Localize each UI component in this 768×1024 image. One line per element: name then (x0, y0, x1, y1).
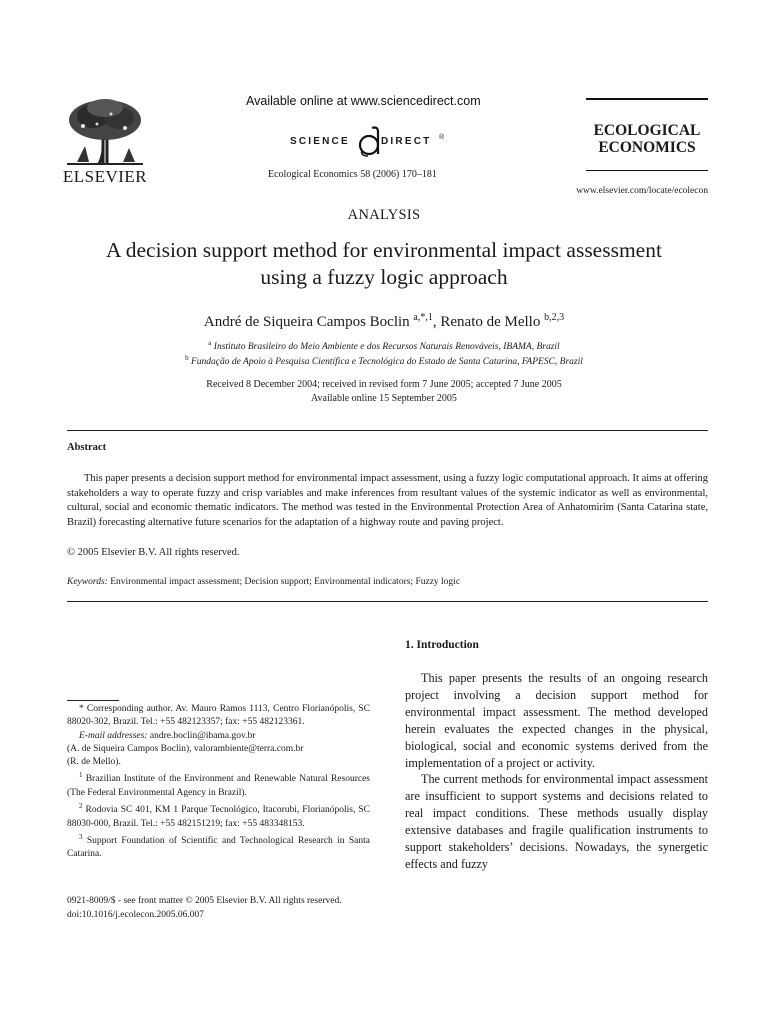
affiliation-text: Fundação de Apoio à Pesquisa Científica e Tecnológica do Estado de Santa Catarina, FAPESC, Brazil (190, 357, 583, 368)
footnote-text: Brazilian Institute of the Environment and Renewable Natural Resources (The Federal Environmental Agency in Brazil). (67, 774, 370, 798)
abstract-copyright: © 2005 Elsevier B.V. All rights reserved. (67, 547, 240, 558)
footnote-mark: 3 (79, 832, 83, 841)
paragraph: This paper presents the results of an ongoing research project involving a decision support method for environmental impact assessment. The method developed herein evaluates the expected changes in the physical, biological, social and economic systems derived from the implementation of a project or activity. (405, 671, 708, 770)
issn-line: 0921-8009/$ - see front matter © 2005 Elsevier B.V. All rights reserved. (67, 896, 342, 906)
paragraph: The current methods for environmental impact assessment are insufficient to support systems and decisions related to real impact conditions. These methods usually display extensive databases and fragile qualification instruments to support stakeholders’ decisions. Nowadays, the synergetic effects and fuzzy (405, 772, 708, 871)
abstract-top-rule (67, 430, 708, 431)
affiliation-mark: b (185, 354, 189, 362)
journal-rule-bottom (586, 170, 708, 171)
title-line-2: using a fuzzy logic approach (260, 265, 508, 289)
footnote-email-owner: (A. de Siqueira Campos Boclin), valorambiente@terra.com.br (67, 743, 304, 754)
affiliation-b (0, 354, 768, 367)
sciencedirect-logo-science: SCIENCE (290, 136, 350, 147)
keywords-label: Keywords: (67, 577, 108, 587)
front-matter (67, 895, 342, 922)
author-name[interactable]: André de Siqueira Campos Boclin (203, 314, 410, 330)
footnote-mark: 2 (79, 802, 83, 811)
footnote-mark: 1 (79, 771, 83, 780)
doi-link[interactable]: doi:10.1016/j.ecolecon.2005.06.007 (67, 909, 204, 920)
publisher-name: ELSEVIER (62, 167, 148, 186)
journal-citation: Ecological Economics 58 (2006) 170–181 (268, 169, 437, 180)
footnote-corresponding: * Corresponding author. Av. Mauro Ramos 1113, Centro Florianópolis, SC 88020-302, Brazil. Tel.: +55 482123357; fax: +55 482123361. (67, 704, 370, 728)
title-line-1: A decision support method for environmental impact assessment (106, 238, 662, 262)
footnotes (67, 703, 370, 862)
affiliation-text: Instituto Brasileiro do Meio Ambiente e dos Recursos Naturais Renováveis, IBAMA, Brazil (213, 342, 560, 353)
available-online-link[interactable]: Available online at www.sciencedirect.com (246, 94, 481, 108)
registered-mark: ® (439, 134, 445, 141)
article-section: ANALYSIS (347, 207, 421, 223)
abstract-bottom-rule (67, 601, 708, 602)
journal-name (586, 122, 708, 156)
author-separator: , (432, 314, 441, 330)
footnote-3 (67, 831, 370, 862)
journal-rule-top (586, 98, 708, 100)
footnote-email-owner: (R. de Mello). (67, 757, 121, 768)
elsevier-tree-icon (63, 96, 147, 166)
keywords (67, 577, 708, 587)
footnote-rule (67, 700, 119, 701)
abstract-heading: Abstract (67, 442, 107, 453)
author-list (0, 312, 768, 331)
section-heading: 1. Introduction (405, 639, 479, 651)
journal-name-line1: ECOLOGICAL (593, 122, 701, 139)
author-affiliation-marks[interactable]: b,2,3 (544, 312, 565, 323)
sciencedirect-logo-direct: DIRECT (381, 136, 432, 147)
received-dates: Received 8 December 2004; received in revised form 7 June 2005; accepted 7 June 2005 (206, 379, 562, 390)
keywords-list: Environmental impact assessment; Decision support; Environmental indicators; Fuzzy logic (110, 577, 461, 587)
footnote-email (67, 730, 370, 743)
abstract-body: This paper presents a decision support method for environmental impact assessment, using a fuzzy logic computational approach. It aims at offering stakeholders a way to operate fuzzy and crisp variables and make inferences from resultant values of the systemic indicator as well as environmental, cultural, social and economic thematic indicators. The method was tested in the Environmental Protection Area of Anhatomirim (Santa Catarina state, Brazil) forecasting alternative future scenarios for the adaptation of a highway route and paving project. (67, 473, 708, 528)
affiliation-mark: a (208, 339, 212, 347)
footnote-text: Support Foundation of Scientific and Technological Research in Santa Catarina. (67, 836, 371, 860)
author-affiliation-marks[interactable]: a,*,1 (413, 312, 433, 323)
journal-name-line2: ECONOMICS (598, 139, 696, 156)
footnote-text: Rodovia SC 401, KM 1 Parque Tecnológico, Itacorubi, Florianópolis, SC 88030-000, Brazil. Tel.: +55 482151219; fax: +55 483348153. (67, 805, 370, 829)
author-name[interactable]: Renato de Mello (440, 314, 541, 330)
article-title (40, 237, 728, 291)
email-label: E-mail addresses: (79, 730, 148, 741)
journal-url-link[interactable]: www.elsevier.com/locate/ecolecon (576, 186, 708, 196)
available-online-date: Available online 15 September 2005 (311, 393, 457, 404)
footnote-2 (67, 800, 370, 831)
footnote-1 (67, 769, 370, 800)
affiliation-a (0, 339, 768, 352)
email-link[interactable]: andre.boclin@ibama.gov.br (149, 730, 256, 741)
introduction-body (405, 670, 708, 873)
elsevier-logo (62, 96, 148, 187)
